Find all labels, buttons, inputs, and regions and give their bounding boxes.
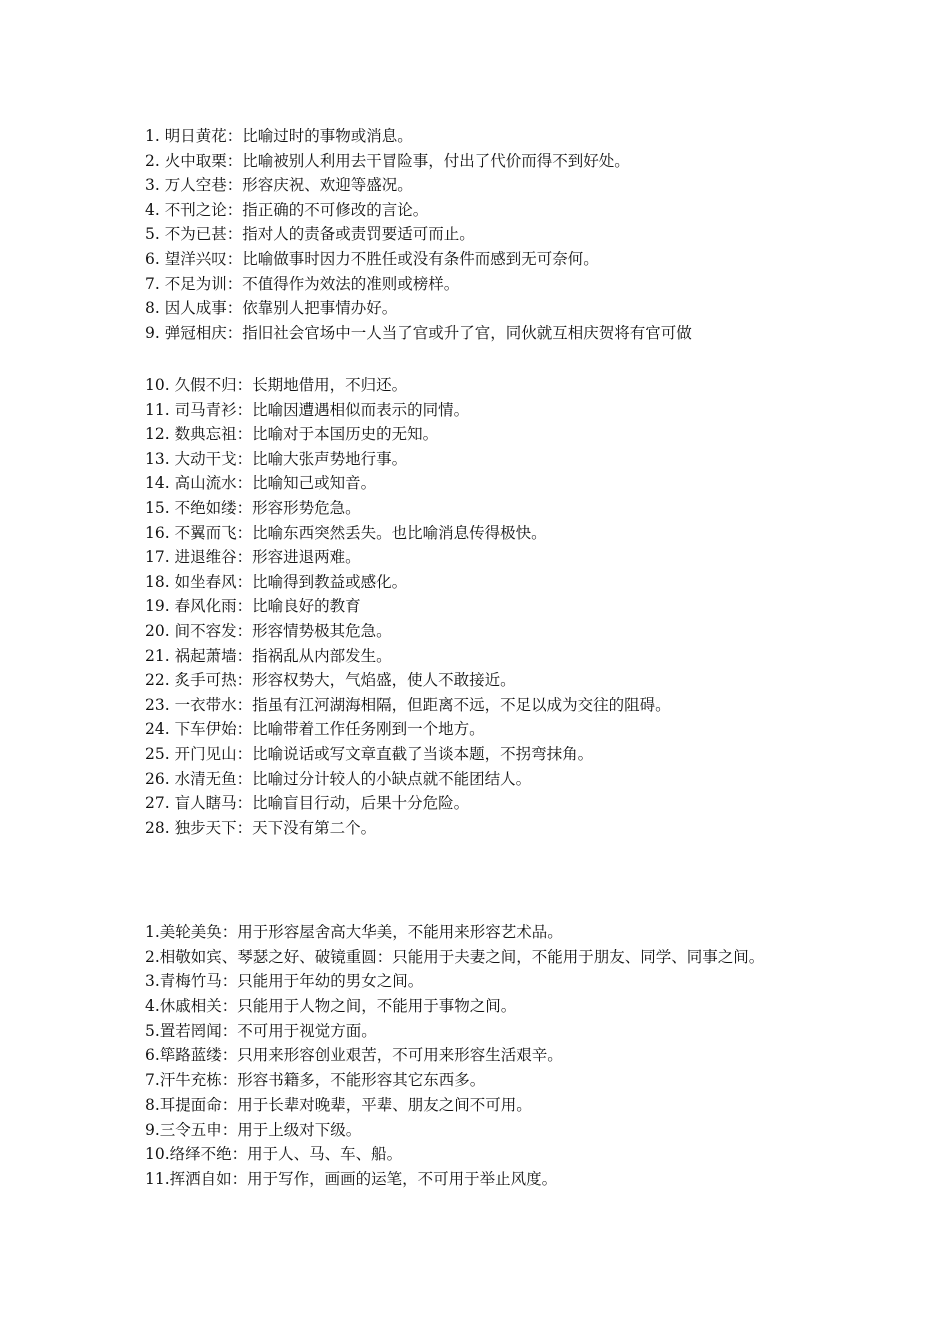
list-item: 20. 间不容发：形容情势极其危急。 — [145, 621, 392, 640]
list-item: 8.耳提面命：用于长辈对晚辈，平辈、朋友之间不可用。 — [145, 1095, 532, 1114]
list-item: 24. 下车伊始：比喻带着工作任务刚到一个地方。 — [145, 720, 485, 739]
list-item: 2.相敬如宾、琴瑟之好、破镜重圆：只能用于夫妻之间，不能用于朋友、同学、同事之间。 — [145, 947, 765, 966]
list-item: 12. 数典忘祖：比喻对于本国历史的无知。 — [145, 425, 439, 444]
list-item: 25. 开门见山：比喻说话或写文章直截了当谈本题，不拐弯抹角。 — [145, 744, 594, 763]
list-item: 10. 久假不归：长期地借用，不归还。 — [145, 376, 408, 394]
list-item: 21. 祸起萧墙：指祸乱从内部发生。 — [145, 646, 392, 665]
list-item: 27. 盲人瞎马：比喻盲目行动，后果十分危险。 — [145, 794, 470, 813]
list-item: 16. 不翼而飞：比喻东西突然丢失。也比喻消息传得极快。 — [145, 523, 547, 542]
idiom-list-part-1 — [145, 124, 825, 345]
list-item: 3.青梅竹马：只能用于年幼的男女之间。 — [145, 972, 424, 991]
list-item: 26. 水清无鱼：比喻过分计较人的小缺点就不能团结人。 — [145, 769, 532, 788]
usage-notes-list — [145, 920, 825, 1192]
list-item: 23. 一衣带水：指虽有江河湖海相隔，但距离不远，不足以成为交往的阻碍。 — [145, 695, 671, 714]
list-item: 28. 独步天下：天下没有第二个。 — [145, 818, 377, 837]
list-item: 7. 不足为训：不值得作为效法的准则或榜样。 — [145, 274, 460, 293]
list-item: 4. 不刊之论：指正确的不可修改的言论。 — [145, 200, 429, 219]
list-item: 11.挥洒自如：用于写作，画画的运笔，不可用于举止风度。 — [145, 1169, 558, 1188]
list-item: 5.置若罔闻：不可用于视觉方面。 — [145, 1021, 377, 1040]
list-item: 3. 万人空巷：形容庆祝、欢迎等盛况。 — [145, 176, 413, 195]
list-item: 13. 大动干戈：比喻大张声势地行事。 — [145, 449, 408, 468]
list-item: 1. 明日黄花：比喻过时的事物或消息。 — [145, 127, 413, 145]
list-item: 6. 望洋兴叹：比喻做事时因力不胜任或没有条件而感到无可奈何。 — [145, 249, 599, 268]
list-item: 9. 弹冠相庆：指旧社会官场中一人当了官或升了官，同伙就互相庆贺将有官可做 — [145, 323, 692, 342]
list-item: 11. 司马青衫：比喻因遭遇相似而表示的同情。 — [145, 400, 470, 419]
list-item: 17. 进退维谷：形容进退两难。 — [145, 548, 361, 567]
idiom-list-part-2 — [145, 373, 825, 840]
list-item: 9.三令五申：用于上级对下级。 — [145, 1120, 362, 1139]
list-item: 14. 高山流水：比喻知己或知音。 — [145, 474, 377, 493]
list-item: 1.美轮美奂：用于形容屋舍高大华美，不能用来形容艺术品。 — [145, 923, 563, 941]
list-item: 18. 如坐春风：比喻得到教益或感化。 — [145, 572, 408, 591]
list-item: 7.汗牛充栋：形容书籍多，不能形容其它东西多。 — [145, 1071, 486, 1090]
list-item: 22. 炙手可热：形容权势大，气焰盛，使人不敢接近。 — [145, 671, 516, 690]
list-item: 8. 因人成事：依靠别人把事情办好。 — [145, 299, 398, 318]
list-item: 15. 不绝如缕：形容形势危急。 — [145, 498, 361, 517]
list-item: 4.休戚相关：只能用于人物之间，不能用于事物之间。 — [145, 997, 517, 1016]
list-item: 19. 春风化雨：比喻良好的教育 — [145, 597, 361, 616]
list-item: 6.筚路蓝缕：只用来形容创业艰苦，不可用来形容生活艰辛。 — [145, 1046, 563, 1065]
list-item: 5. 不为已甚：指对人的责备或责罚要适可而止。 — [145, 225, 475, 244]
list-item: 10.络绎不绝：用于人、马、车、船。 — [145, 1145, 403, 1164]
list-item: 2. 火中取栗：比喻被别人利用去干冒险事，付出了代价而得不到好处。 — [145, 151, 630, 170]
